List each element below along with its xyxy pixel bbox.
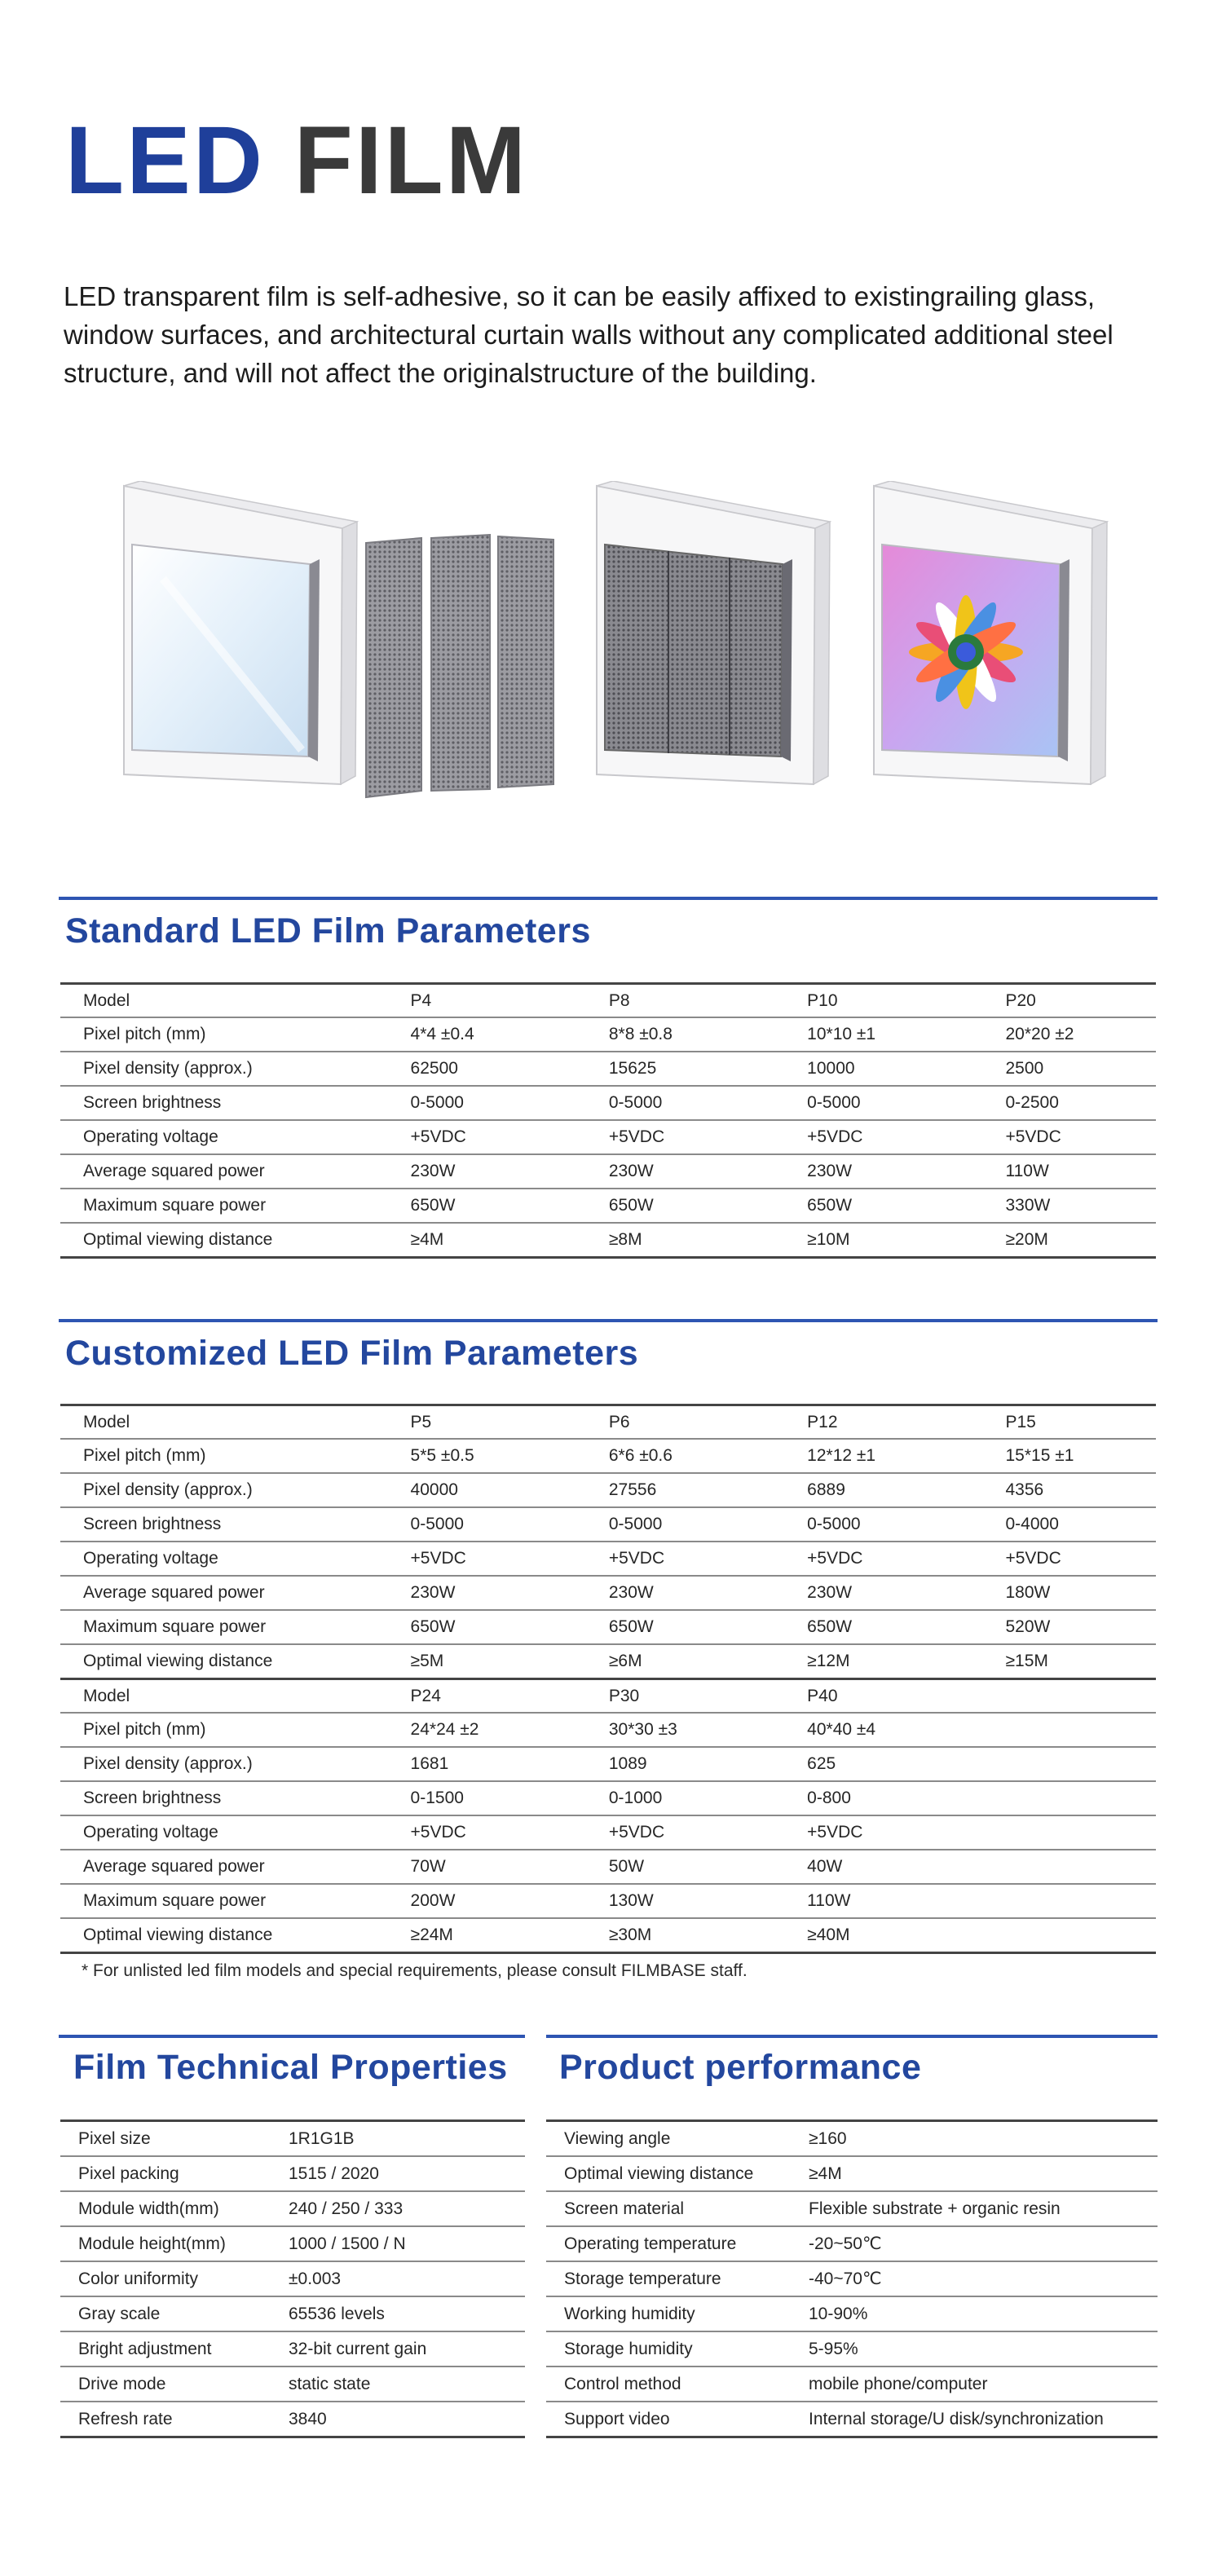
param-value-cell: 50W	[586, 1850, 784, 1884]
property-label-cell: Module width(mm)	[60, 2191, 289, 2226]
table-row	[60, 1120, 1156, 1154]
property-value-cell: ≥4M	[809, 2156, 1158, 2191]
property-value-cell: -40~70℃	[809, 2261, 1158, 2296]
property-value-cell: 10-90%	[809, 2296, 1158, 2331]
property-label-cell: Working humidity	[546, 2296, 809, 2331]
param-label-cell: Model	[60, 984, 388, 1018]
param-value-cell: 230W	[388, 1576, 586, 1610]
property-value-cell: ≥160	[809, 2121, 1158, 2157]
technical-section-rule	[59, 2035, 525, 2038]
param-value-cell: 70W	[388, 1850, 586, 1884]
param-value-cell	[982, 1747, 1156, 1781]
param-value-cell: +5VDC	[388, 1120, 586, 1154]
param-value-cell: 40*40 ±4	[784, 1713, 982, 1747]
param-value-cell: 0-5000	[388, 1086, 586, 1120]
param-value-cell: +5VDC	[784, 1542, 982, 1576]
param-value-cell: ≥5M	[388, 1644, 586, 1679]
table-row	[60, 1052, 1156, 1086]
standard-section-title: Standard LED Film Parameters	[65, 911, 591, 951]
film-on-glass-illustration	[587, 481, 831, 807]
param-value-cell: 200W	[388, 1884, 586, 1918]
param-label-cell: Pixel pitch (mm)	[60, 1017, 388, 1052]
property-value-cell: 3840	[289, 2402, 525, 2437]
property-label-cell: Bright adjustment	[60, 2331, 289, 2366]
property-label-cell: Operating temperature	[546, 2226, 809, 2261]
page-title	[65, 107, 529, 214]
led-film-strips-illustration	[363, 530, 558, 804]
param-value-cell: +5VDC	[388, 1815, 586, 1850]
table-row	[546, 2296, 1158, 2331]
table-row	[60, 1223, 1156, 1258]
param-value-cell: P6	[586, 1405, 784, 1440]
param-label-cell: Pixel pitch (mm)	[60, 1439, 388, 1473]
param-value-cell: 0-800	[784, 1781, 982, 1815]
param-label-cell: Maximum square power	[60, 1189, 388, 1223]
table-row	[60, 2261, 525, 2296]
param-value-cell: P10	[784, 984, 982, 1018]
param-label-cell: Screen brightness	[60, 1086, 388, 1120]
param-label-cell: Average squared power	[60, 1850, 388, 1884]
property-value-cell: 5-95%	[809, 2331, 1158, 2366]
table-row	[60, 2296, 525, 2331]
property-value-cell: 1515 / 2020	[289, 2156, 525, 2191]
param-value-cell: 10*10 ±1	[784, 1017, 982, 1052]
param-value-cell: +5VDC	[982, 1542, 1156, 1576]
param-value-cell: 4356	[982, 1473, 1156, 1507]
param-value-cell: 4*4 ±0.4	[388, 1017, 586, 1052]
property-value-cell: -20~50℃	[809, 2226, 1158, 2261]
param-value-cell: 0-5000	[586, 1086, 784, 1120]
param-value-cell: 62500	[388, 1052, 586, 1086]
property-label-cell: Storage temperature	[546, 2261, 809, 2296]
table-row	[60, 1781, 1156, 1815]
param-label-cell: Maximum square power	[60, 1884, 388, 1918]
flower-display-illustration	[864, 481, 1109, 807]
property-value-cell: Internal storage/U disk/synchronization	[809, 2402, 1158, 2437]
param-value-cell: +5VDC	[586, 1815, 784, 1850]
property-value-cell: 65536 levels	[289, 2296, 525, 2331]
table-row	[60, 1850, 1156, 1884]
param-value-cell: 650W	[586, 1189, 784, 1223]
property-value-cell: ±0.003	[289, 2261, 525, 2296]
param-value-cell: +5VDC	[388, 1542, 586, 1576]
param-value-cell	[982, 1884, 1156, 1918]
standard-params-table	[60, 982, 1156, 1259]
model-header-row	[60, 1405, 1156, 1440]
table-row	[60, 1713, 1156, 1747]
param-value-cell: 130W	[586, 1884, 784, 1918]
property-value-cell: 240 / 250 / 333	[289, 2191, 525, 2226]
param-value-cell: 230W	[586, 1576, 784, 1610]
param-value-cell: 1681	[388, 1747, 586, 1781]
param-value-cell: 230W	[784, 1576, 982, 1610]
param-value-cell	[982, 1781, 1156, 1815]
param-label-cell: Operating voltage	[60, 1815, 388, 1850]
model-header-row	[60, 984, 1156, 1018]
property-label-cell: Viewing angle	[546, 2121, 809, 2157]
param-value-cell: P15	[982, 1405, 1156, 1440]
customized-section-title: Customized LED Film Parameters	[65, 1334, 639, 1373]
intro-paragraph: LED transparent film is self-adhesive, so it can be easily affixed to existingrailing glass, window surfaces, and architectural curtain walls without any complicated additional steel structure, and will not affect the originalstructure of the building.	[64, 281, 1114, 388]
param-value-cell: 230W	[586, 1154, 784, 1189]
param-value-cell: 6*6 ±0.6	[586, 1439, 784, 1473]
table-row	[60, 1918, 1156, 1953]
property-label-cell: Gray scale	[60, 2296, 289, 2331]
param-value-cell: ≥10M	[784, 1223, 982, 1258]
table-row	[60, 2226, 525, 2261]
property-label-cell: Support video	[546, 2402, 809, 2437]
param-value-cell: ≥8M	[586, 1223, 784, 1258]
param-value-cell: 0-1500	[388, 1781, 586, 1815]
param-value-cell: P4	[388, 984, 586, 1018]
param-value-cell: ≥15M	[982, 1644, 1156, 1679]
param-label-cell: Average squared power	[60, 1154, 388, 1189]
table-row	[60, 2121, 525, 2157]
param-value-cell: 625	[784, 1747, 982, 1781]
param-value-cell: 110W	[784, 1884, 982, 1918]
table-row	[60, 1189, 1156, 1223]
table-row	[60, 2331, 525, 2366]
param-value-cell: 40W	[784, 1850, 982, 1884]
param-value-cell: 0-5000	[388, 1507, 586, 1542]
table-row	[546, 2226, 1158, 2261]
table-row	[60, 1747, 1156, 1781]
standard-section-rule	[59, 897, 1158, 900]
param-value-cell: 10000	[784, 1052, 982, 1086]
param-value-cell: 24*24 ±2	[388, 1713, 586, 1747]
param-value-cell: 230W	[388, 1154, 586, 1189]
param-value-cell: 650W	[388, 1189, 586, 1223]
model-header-row	[60, 1679, 1156, 1714]
table-row	[546, 2261, 1158, 2296]
param-label-cell: Pixel pitch (mm)	[60, 1713, 388, 1747]
property-value-cell: 1000 / 1500 / N	[289, 2226, 525, 2261]
performance-table	[546, 2119, 1158, 2438]
param-value-cell: 110W	[982, 1154, 1156, 1189]
param-value-cell	[982, 1918, 1156, 1953]
param-value-cell: 20*20 ±2	[982, 1017, 1156, 1052]
param-value-cell: 1089	[586, 1747, 784, 1781]
table-row	[546, 2366, 1158, 2402]
table-row	[546, 2331, 1158, 2366]
param-label-cell: Maximum square power	[60, 1610, 388, 1644]
param-value-cell	[982, 1815, 1156, 1850]
param-value-cell: ≥40M	[784, 1918, 982, 1953]
table-row	[60, 1610, 1156, 1644]
param-label-cell: Screen brightness	[60, 1781, 388, 1815]
param-value-cell: P30	[586, 1679, 784, 1714]
table-row	[60, 1884, 1156, 1918]
table-row	[546, 2121, 1158, 2157]
property-label-cell: Screen material	[546, 2191, 809, 2226]
param-label-cell: Operating voltage	[60, 1120, 388, 1154]
table-row	[60, 1507, 1156, 1542]
table-row	[60, 1542, 1156, 1576]
title-led: LED	[65, 107, 265, 214]
param-value-cell: 0-5000	[784, 1086, 982, 1120]
footnote: * For unlisted led film models and special requirements, please consult FILMBASE staff.	[82, 1961, 748, 1980]
technical-section-title: Film Technical Properties	[73, 2048, 508, 2087]
param-value-cell: 650W	[784, 1610, 982, 1644]
param-value-cell: +5VDC	[586, 1542, 784, 1576]
property-value-cell: static state	[289, 2366, 525, 2402]
param-value-cell: P12	[784, 1405, 982, 1440]
param-value-cell	[982, 1850, 1156, 1884]
table-row	[60, 2402, 525, 2437]
property-value-cell: Flexible substrate + organic resin	[809, 2191, 1158, 2226]
param-value-cell: P5	[388, 1405, 586, 1440]
performance-section-rule	[546, 2035, 1158, 2038]
param-value-cell: 40000	[388, 1473, 586, 1507]
param-value-cell: 27556	[586, 1473, 784, 1507]
param-value-cell: 30*30 ±3	[586, 1713, 784, 1747]
technical-properties-table	[60, 2119, 525, 2438]
table-row	[60, 1815, 1156, 1850]
param-label-cell: Optimal viewing distance	[60, 1644, 388, 1679]
param-value-cell	[982, 1713, 1156, 1747]
property-label-cell: Optimal viewing distance	[546, 2156, 809, 2191]
table-row	[60, 1086, 1156, 1120]
param-value-cell: 6889	[784, 1473, 982, 1507]
table-row	[60, 1644, 1156, 1679]
table-row	[60, 1576, 1156, 1610]
param-label-cell: Optimal viewing distance	[60, 1918, 388, 1953]
param-value-cell: 15625	[586, 1052, 784, 1086]
param-value-cell: 5*5 ±0.5	[388, 1439, 586, 1473]
param-value-cell: 8*8 ±0.8	[586, 1017, 784, 1052]
param-value-cell: 15*15 ±1	[982, 1439, 1156, 1473]
table-row	[60, 1473, 1156, 1507]
param-value-cell: 0-1000	[586, 1781, 784, 1815]
table-row	[60, 2191, 525, 2226]
performance-section-title: Product performance	[559, 2048, 922, 2087]
param-value-cell: 650W	[388, 1610, 586, 1644]
param-value-cell: 0-2500	[982, 1086, 1156, 1120]
param-label-cell: Model	[60, 1679, 388, 1714]
title-film: FILM	[293, 107, 529, 214]
property-value-cell: 1R1G1B	[289, 2121, 525, 2157]
glass-panel-illustration	[114, 481, 359, 807]
param-value-cell: ≥4M	[388, 1223, 586, 1258]
property-label-cell: Pixel size	[60, 2121, 289, 2157]
param-value-cell: +5VDC	[586, 1120, 784, 1154]
param-label-cell: Optimal viewing distance	[60, 1223, 388, 1258]
param-value-cell: +5VDC	[784, 1815, 982, 1850]
table-row	[546, 2191, 1158, 2226]
param-value-cell: 520W	[982, 1610, 1156, 1644]
param-value-cell: ≥30M	[586, 1918, 784, 1953]
param-value-cell: +5VDC	[982, 1120, 1156, 1154]
property-label-cell: Pixel packing	[60, 2156, 289, 2191]
table-row	[546, 2402, 1158, 2437]
param-value-cell: ≥12M	[784, 1644, 982, 1679]
param-label-cell: Pixel density (approx.)	[60, 1473, 388, 1507]
param-value-cell: P40	[784, 1679, 982, 1714]
param-value-cell: 650W	[784, 1189, 982, 1223]
param-label-cell: Model	[60, 1405, 388, 1440]
param-value-cell: ≥24M	[388, 1918, 586, 1953]
customized-section-rule	[59, 1319, 1158, 1322]
param-value-cell: 2500	[982, 1052, 1156, 1086]
param-label-cell: Screen brightness	[60, 1507, 388, 1542]
param-value-cell: ≥20M	[982, 1223, 1156, 1258]
param-value-cell: ≥6M	[586, 1644, 784, 1679]
param-value-cell: P8	[586, 984, 784, 1018]
param-value-cell: 0-4000	[982, 1507, 1156, 1542]
param-label-cell: Pixel density (approx.)	[60, 1747, 388, 1781]
table-row	[60, 1017, 1156, 1052]
customized-params-table	[60, 1404, 1156, 1954]
param-label-cell: Pixel density (approx.)	[60, 1052, 388, 1086]
property-value-cell: mobile phone/computer	[809, 2366, 1158, 2402]
table-row	[60, 1439, 1156, 1473]
param-value-cell: 230W	[784, 1154, 982, 1189]
param-value-cell	[982, 1679, 1156, 1714]
param-label-cell: Average squared power	[60, 1576, 388, 1610]
table-row	[60, 2366, 525, 2402]
property-value-cell: 32-bit current gain	[289, 2331, 525, 2366]
param-value-cell: P20	[982, 984, 1156, 1018]
property-label-cell: Control method	[546, 2366, 809, 2402]
property-label-cell: Storage humidity	[546, 2331, 809, 2366]
param-value-cell: 12*12 ±1	[784, 1439, 982, 1473]
param-value-cell: P24	[388, 1679, 586, 1714]
property-label-cell: Color uniformity	[60, 2261, 289, 2296]
param-label-cell: Operating voltage	[60, 1542, 388, 1576]
param-value-cell: 180W	[982, 1576, 1156, 1610]
property-label-cell: Refresh rate	[60, 2402, 289, 2437]
param-value-cell: 330W	[982, 1189, 1156, 1223]
property-label-cell: Module height(mm)	[60, 2226, 289, 2261]
table-row	[60, 1154, 1156, 1189]
property-label-cell: Drive mode	[60, 2366, 289, 2402]
param-value-cell: +5VDC	[784, 1120, 982, 1154]
param-value-cell: 650W	[586, 1610, 784, 1644]
table-row	[60, 2156, 525, 2191]
param-value-cell: 0-5000	[784, 1507, 982, 1542]
param-value-cell: 0-5000	[586, 1507, 784, 1542]
table-row	[546, 2156, 1158, 2191]
